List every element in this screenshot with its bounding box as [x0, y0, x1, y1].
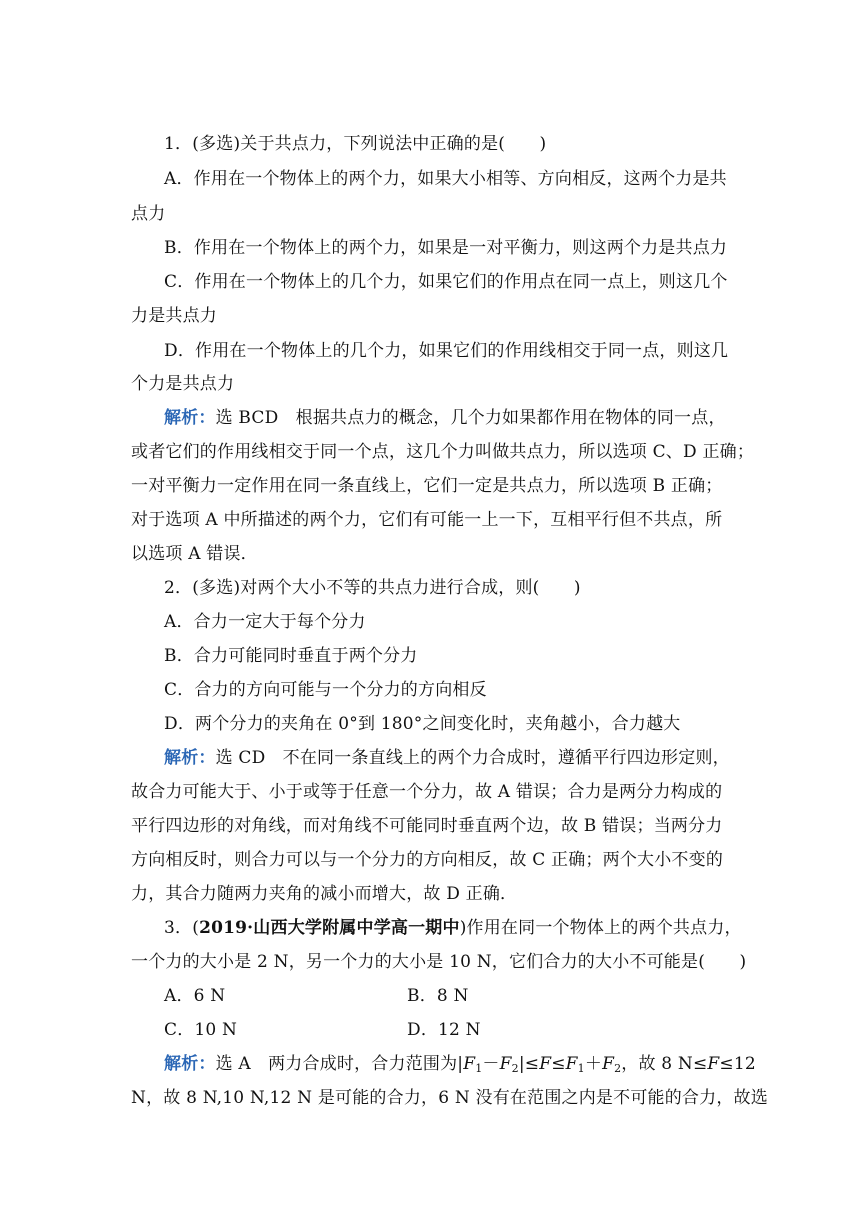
q2-analysis-line2: 故合力可能大于、小于或等于任意一个分力，故 A 错误；合力是两分力构成的 [131, 782, 723, 802]
q2-option-b: B．合力可能同时垂直于两个分力 [164, 646, 418, 666]
q2-option-d: D．两个分力的夹角在 0°到 180°之间变化时，夹角越小，合力越大 [164, 714, 681, 734]
q3-option-c: C．10 N [164, 1020, 238, 1040]
q3-option-b: B．8 N [407, 986, 469, 1006]
q1-option-d-line2: 个力是共点力 [131, 374, 235, 394]
q1-analysis-line4: 对于选项 A 中所描述的两个力，它们有可能一上一下，互相平行但不共点，所 [131, 510, 723, 530]
q2-analysis-line5: 力，其合力随两力夹角的减小而增大，故 D 正确． [131, 884, 518, 904]
q2-analysis-line4: 方向相反时，则合力可以与一个分力的方向相反，故 C 正确；两个大小不变的 [131, 850, 724, 870]
q1-analysis-line2: 或者它们的作用线相交于同一个点，这几个力叫做共点力，所以选项 C、D 正确； [131, 442, 755, 462]
q1-option-c-line2: 力是共点力 [131, 306, 217, 326]
q1-option-a-line2: 点力 [131, 204, 166, 224]
q1-stem: 1．(多选)关于共点力，下列说法中正确的是( ) [164, 134, 547, 154]
q3-option-d: D．12 N [407, 1020, 481, 1040]
q2-stem: 2．(多选)对两个大小不等的共点力进行合成，则( ) [164, 578, 581, 598]
q1-analysis-line1: 解析：选 BCD 根据共点力的概念，几个力如果都作用在物体的同一点， [164, 408, 726, 428]
q3-analysis-line2: N，故 8 N,10 N,12 N 是可能的合力，6 N 没有在范围之内是不可能的合力，故选 [131, 1088, 768, 1108]
q1-option-c-line1: C．作用在一个物体上的几个力，如果它们的作用点在同一点上，则这几个 [164, 272, 728, 292]
analysis-label: 解析： [164, 408, 216, 428]
q2-analysis-line1: 解析：选 CD 不在同一条直线上的两个力合成时，遵循平行四边形定则， [164, 748, 730, 768]
q3-stem-line1: 3．(2019·山西大学附属中学高一期中)作用在同一个物体上的两个共点力， [164, 918, 742, 938]
analysis-label: 解析： [164, 1054, 216, 1074]
q1-option-a-line1: A．作用在一个物体上的两个力，如果大小相等、方向相反，这两个力是共 [164, 169, 727, 189]
q1-option-b: B．作用在一个物体上的两个力，如果是一对平衡力，则这两个力是共点力 [164, 238, 728, 258]
q2-option-a: A．合力一定大于每个分力 [164, 612, 366, 632]
q3-source: 2019·山西大学附属中学高一期中 [199, 918, 460, 938]
analysis-label: 解析： [164, 748, 216, 768]
q1-option-d-line1: D．作用在一个物体上的几个力，如果它们的作用线相交于同一点，则这几 [164, 341, 729, 361]
q3-analysis-line1: 解析：选 A 两力合成时，合力范围为$|F_1-F_2|\le F\le F_1+F_2$，故 8 N≤F≤12 [164, 1054, 756, 1075]
q1-analysis-line5: 以选项 A 错误． [131, 544, 258, 564]
q2-option-c: C．合力的方向可能与一个分力的方向相反 [164, 680, 487, 700]
q3-stem-line2: 一个力的大小是 2 N，另一个力的大小是 10 N，它们合力的大小不可能是( ) [131, 952, 747, 972]
q3-option-a: A．6 N [164, 986, 226, 1006]
q1-analysis-line3: 一对平衡力一定作用在同一条直线上，它们一定是共点力，所以选项 B 正确； [131, 476, 723, 496]
q2-analysis-line3: 平行四边形的对角线，而对角线不可能同时垂直两个边，故 B 错误；当两分力 [131, 816, 723, 836]
